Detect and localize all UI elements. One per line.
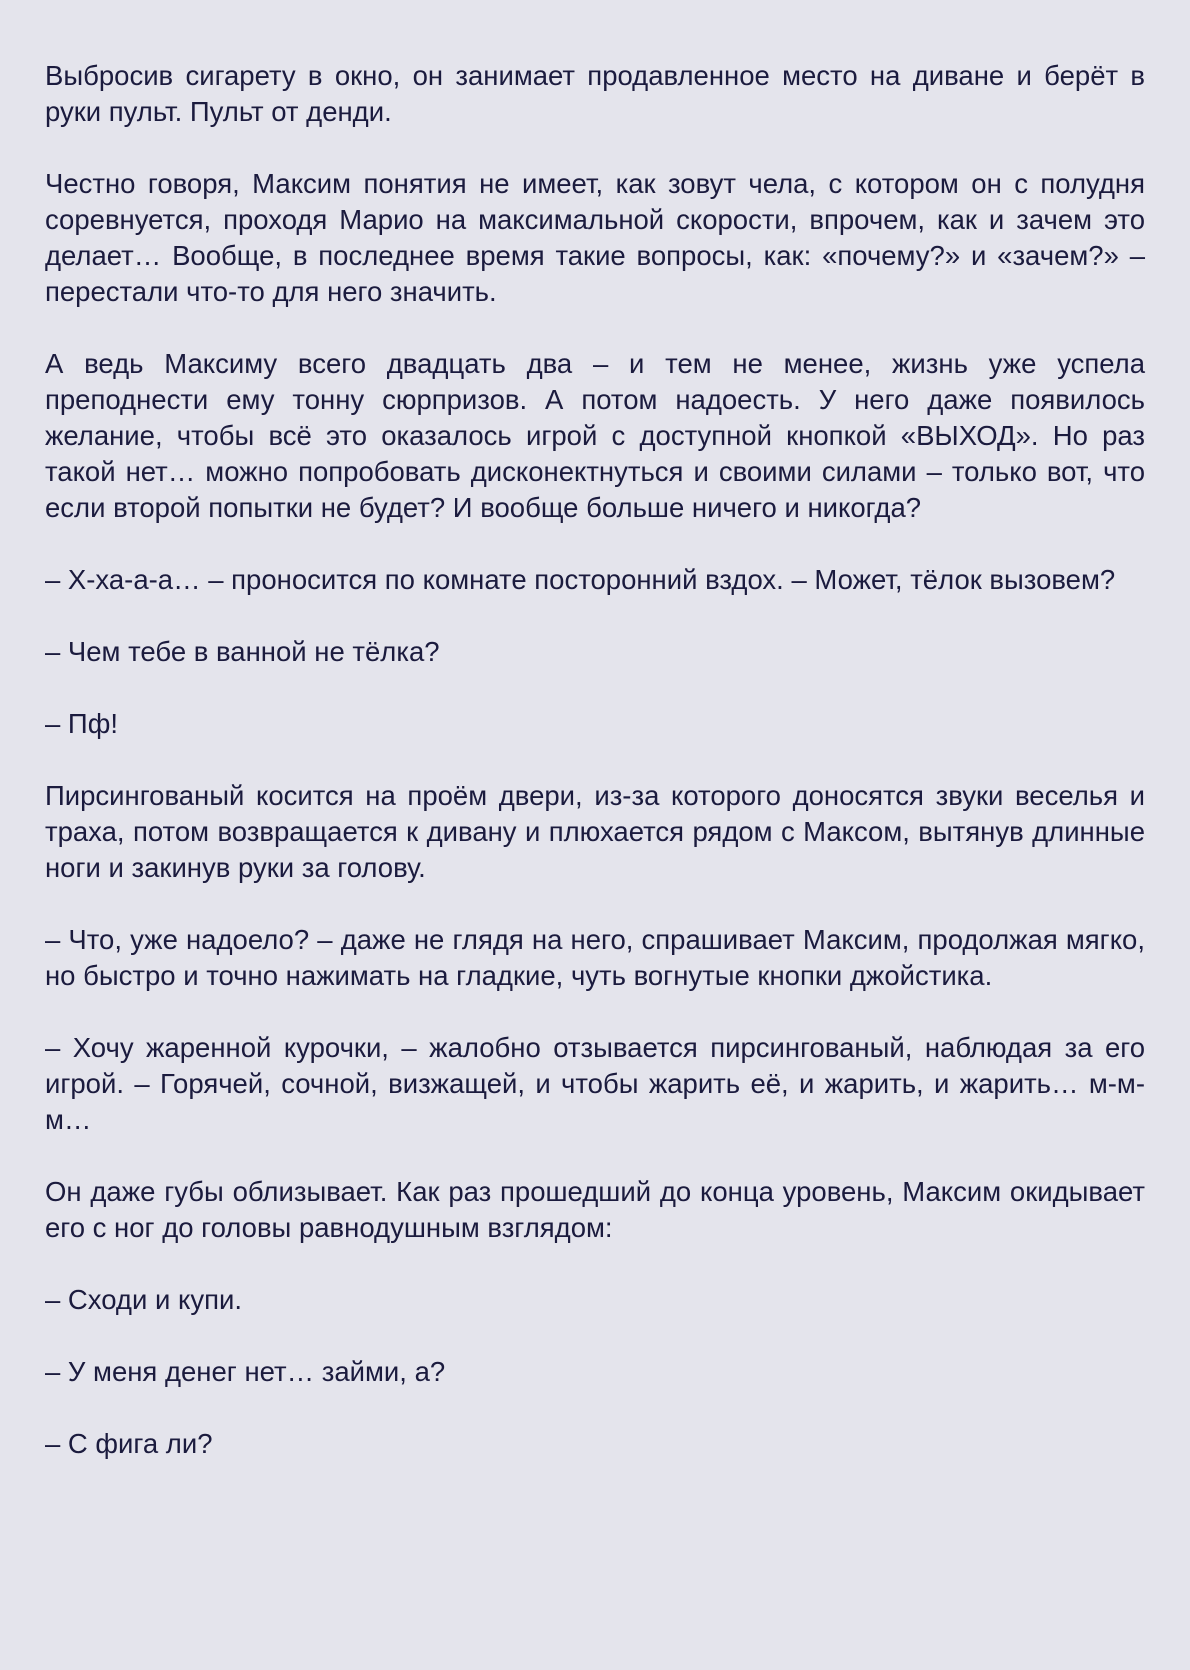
paragraph-12: – У меня денег нет… займи, а?	[45, 1356, 446, 1387]
paragraph-11: – Сходи и купи.	[45, 1284, 242, 1315]
paragraph-9: – Хочу жаренной курочки, – жалобно отзывается пирсингованый, наблюдая за его игрой. – Горячей, сочной, визжащей, и чтобы жарить её, и жарить, и жарить… м-м-м…	[45, 1032, 1145, 1135]
paragraph-3: А ведь Максиму всего двадцать два – и тем не менее, жизнь уже успела преподнести ему тонну сюрпризов. А потом надоесть. У него даже появилось желание, чтобы всё это оказалось игрой с доступной кнопкой «ВЫХОД». Но раз такой нет… можно попробовать дисконектнуться и своими силами – только вот, что если второй попытки не будет? И вообще больше ничего и никогда?	[45, 348, 1145, 523]
paragraph-1: Выбросив сигарету в окно, он занимает продавленное место на диване и берёт в руки пульт. Пульт от денди.	[45, 60, 1145, 127]
paragraph-5: – Чем тебе в ванной не тёлка?	[45, 636, 440, 667]
paragraph-6: – Пф!	[45, 708, 118, 739]
paragraph-7: Пирсингованый косится на проём двери, из-за которого доносятся звуки веселья и траха, потом возвращается к дивану и плюхается рядом с Максом, вытянув длинные ноги и закинув руки за голову.	[45, 780, 1145, 883]
paragraph-13: – С фига ли?	[45, 1428, 213, 1459]
paragraph-10: Он даже губы облизывает. Как раз прошедший до конца уровень, Максим окидывает его с ног до головы равнодушным взглядом:	[45, 1176, 1145, 1243]
document-page	[45, 58, 1145, 1498]
paragraph-2: Честно говоря, Максим понятия не имеет, как зовут чела, с котором он с полудня соревнуется, проходя Марио на максимальной скорости, впрочем, как и зачем это делает… Вообще, в последнее время такие вопросы, как: «почему?» и «зачем?» – перестали что-то для него значить.	[45, 168, 1145, 307]
paragraph-4: – Х-ха-а-а… – проносится по комнате посторонний вздох. – Может, тёлок вызовем?	[45, 564, 1116, 595]
paragraph-8: – Что, уже надоело? – даже не глядя на него, спрашивает Максим, продолжая мягко, но быстро и точно нажимать на гладкие, чуть вогнутые кнопки джойстика.	[45, 924, 1145, 991]
